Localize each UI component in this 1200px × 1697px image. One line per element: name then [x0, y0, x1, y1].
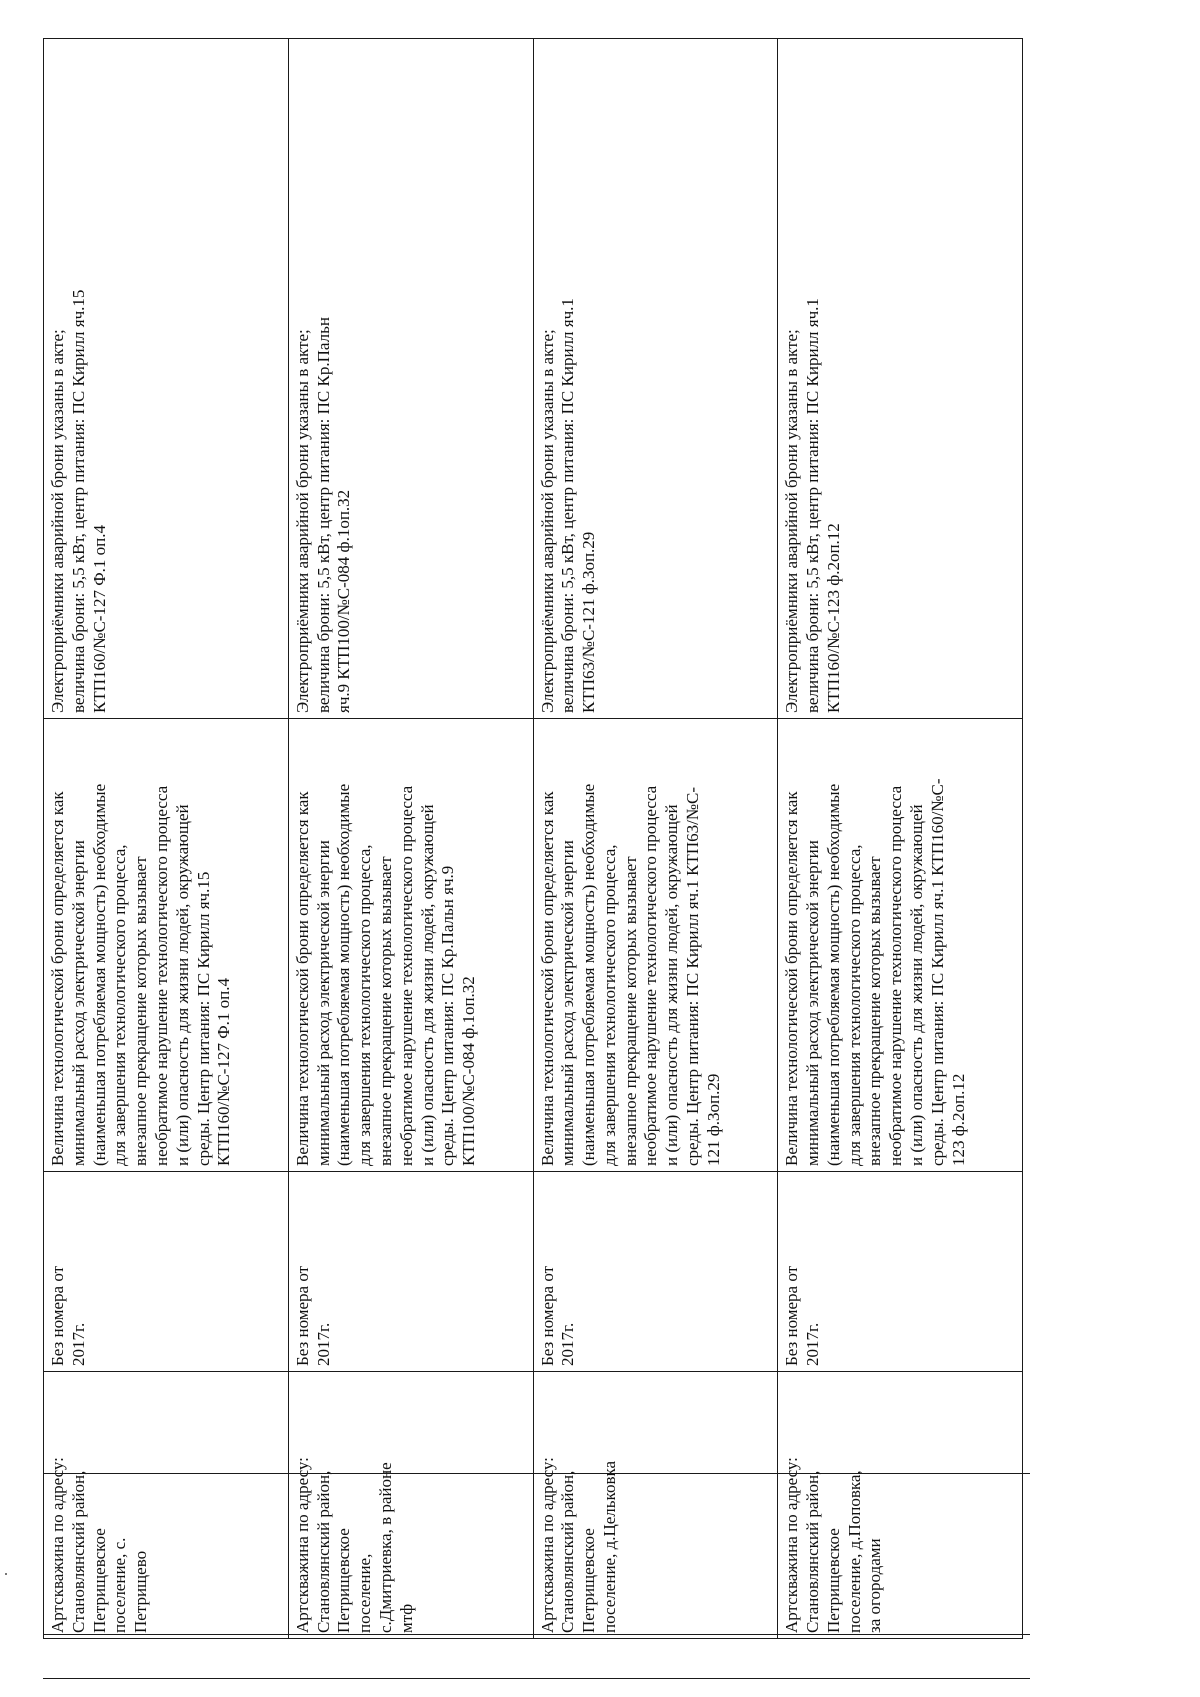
- emergency-reserve-cell-line: Электроприёмники аварийной брони указаны в акте;: [537, 329, 557, 713]
- tech-reserve-cell-line: 121 ф.3оп.29: [703, 1073, 723, 1166]
- address-cell-line: Артскважина по адресу:: [292, 1457, 312, 1633]
- emergency-reserve-cell-line: яч.9 КТП100/№С-084 ф.1оп.32: [334, 489, 354, 713]
- document-cell: [44, 1172, 289, 1372]
- document-cell-line: 2017г.: [558, 1322, 578, 1366]
- table-row: [533, 39, 778, 1639]
- address-cell-line: Становлянский район,: [313, 1470, 333, 1633]
- tech-reserve-cell-line: минимальный расход электрической энергии: [558, 840, 578, 1166]
- document-cell-line: Без номера от: [537, 1265, 557, 1366]
- address-cell-line: поселение, д.Поповка,: [844, 1470, 864, 1633]
- tech-reserve-cell-line: для завершения технологического процесса,: [355, 844, 375, 1166]
- tech-reserve-cell-line: среды. Центр питания: ПС Кирилл яч.15: [193, 871, 213, 1166]
- table-row: [288, 39, 533, 1639]
- tech-reserve-cell-line: (наименьшая потребляемая мощность) необходимые: [334, 783, 354, 1166]
- tech-reserve-cell: [288, 719, 533, 1172]
- emergency-reserve-cell: [778, 39, 1023, 719]
- address-cell-line: поселение, д.Цельковка: [599, 1460, 619, 1633]
- emergency-reserve-cell-line: величина брони: 5,5 кВт, центр питания: ПС Кирилл яч.1: [558, 298, 578, 713]
- emergency-reserve-cell-line: КТП63/№С-121 ф.3оп.29: [579, 531, 599, 713]
- tech-reserve-cell-line: Величина технологической брони определяется как: [292, 791, 312, 1166]
- tech-reserve-cell-line: Величина технологической брони определяется как: [782, 791, 802, 1166]
- address-cell-line: за огородами: [865, 1538, 885, 1633]
- address-cell-line: Становлянский район,: [558, 1470, 578, 1633]
- emergency-reserve-cell-line: величина брони: 5,5 кВт, центр питания: ПС Кирилл яч.15: [68, 289, 88, 713]
- document-cell-line: 2017г.: [803, 1322, 823, 1366]
- tech-reserve-cell-line: минимальный расход электрической энергии: [313, 840, 333, 1166]
- scan-speck: [5, 1573, 7, 1575]
- document-cell-line: 2017г.: [313, 1322, 333, 1366]
- address-cell-line: Становлянский район,: [803, 1470, 823, 1633]
- tech-reserve-cell-line: необратимое нарушение технологического процесса: [151, 785, 171, 1166]
- address-cell-line: Артскважина по адресу:: [782, 1457, 802, 1633]
- tech-reserve-cell-line: и (или) опасность для жизни людей, окружающей: [662, 804, 682, 1166]
- address-cell-line: поселение,: [355, 1553, 375, 1633]
- tech-reserve-cell-line: для завершения технологического процесса,: [844, 844, 864, 1166]
- tech-reserve-cell-line: Величина технологической брони определяется как: [48, 791, 67, 1166]
- tech-reserve-cell-line: и (или) опасность для жизни людей, окружающей: [417, 804, 437, 1166]
- tech-reserve-cell-line: (наименьшая потребляемая мощность) необходимые: [89, 783, 109, 1166]
- address-cell-line: Петрищево: [131, 1550, 151, 1633]
- address-cell: [288, 1372, 533, 1639]
- reserve-table-body: [44, 39, 1023, 1639]
- address-cell-line: Петрищевское: [334, 1528, 354, 1633]
- signature-line-3: [43, 1678, 1030, 1679]
- emergency-reserve-cell: [288, 39, 533, 719]
- tech-reserve-cell-line: среды. Центр питания: ПС Кр.Пальн яч.9: [438, 865, 458, 1166]
- document-cell-line: 2017г.: [68, 1322, 88, 1366]
- tech-reserve-cell-line: внезапное прекращение которых вызывает: [865, 856, 885, 1166]
- tech-reserve-cell-line: необратимое нарушение технологического процесса: [886, 785, 906, 1166]
- address-cell: [778, 1372, 1023, 1639]
- tech-reserve-cell-line: минимальный расход электрической энергии: [68, 840, 88, 1166]
- address-cell-line: Артскважина по адресу:: [537, 1457, 557, 1633]
- address-cell-line: Петрищевское: [89, 1528, 109, 1633]
- tech-reserve-cell-line: (наименьшая потребляемая мощность) необходимые: [579, 783, 599, 1166]
- tech-reserve-cell: [778, 719, 1023, 1172]
- tech-reserve-cell: [533, 719, 778, 1172]
- document-cell: [533, 1172, 778, 1372]
- rotated-table-container: [43, 39, 1023, 1639]
- document-cell-line: Без номера от: [292, 1265, 312, 1366]
- signature-line-2: [43, 1634, 1030, 1635]
- signature-line-1: [43, 1473, 1030, 1474]
- tech-reserve-cell-line: и (или) опасность для жизни людей, окружающей: [907, 804, 927, 1166]
- table-row: [44, 39, 289, 1639]
- address-cell: [44, 1372, 289, 1639]
- tech-reserve-cell-line: КТП100/№С-084 ф.1оп.32: [459, 976, 479, 1166]
- reserve-table: [43, 38, 1023, 1639]
- tech-reserve-cell-line: необратимое нарушение технологического процесса: [396, 785, 416, 1166]
- tech-reserve-cell-line: для завершения технологического процесса,: [110, 844, 130, 1166]
- tech-reserve-cell-line: для завершения технологического процесса,: [599, 844, 619, 1166]
- document-cell-line: Без номера от: [782, 1265, 802, 1366]
- tech-reserve-cell-line: среды. Центр питания: ПС Кирилл яч.1 КТП63/№С-: [683, 786, 703, 1166]
- emergency-reserve-cell-line: КТП160/№С-123 ф.2оп.12: [823, 523, 843, 713]
- tech-reserve-cell-line: среды. Центр питания: ПС Кирилл яч.1 КТП160/№С-: [927, 778, 947, 1166]
- emergency-reserve-cell-line: Электроприёмники аварийной брони указаны в акте;: [48, 329, 67, 713]
- tech-reserve-cell-line: минимальный расход электрической энергии: [803, 840, 823, 1166]
- emergency-reserve-cell-line: Электроприёмники аварийной брони указаны в акте;: [782, 329, 802, 713]
- document-cell-line: Без номера от: [48, 1265, 67, 1366]
- tech-reserve-cell: [44, 719, 289, 1172]
- tech-reserve-cell-line: (наименьшая потребляемая мощность) необходимые: [823, 783, 843, 1166]
- address-cell-line: Петрищевское: [579, 1528, 599, 1633]
- address-cell-line: поселение, с.: [110, 1537, 130, 1633]
- document-cell: [288, 1172, 533, 1372]
- document-cell: [778, 1172, 1023, 1372]
- tech-reserve-cell-line: внезапное прекращение которых вызывает: [620, 856, 640, 1166]
- emergency-reserve-cell-line: величина брони: 5,5 кВт, центр питания: ПС Кирилл яч.1: [803, 298, 823, 713]
- address-cell-line: Становлянский район,: [68, 1470, 88, 1633]
- tech-reserve-cell-line: 123 ф.2оп.12: [948, 1073, 968, 1166]
- tech-reserve-cell-line: внезапное прекращение которых вызывает: [131, 856, 151, 1166]
- address-cell-line: Петрищевское: [823, 1528, 843, 1633]
- emergency-reserve-cell-line: Электроприёмники аварийной брони указаны в акте;: [292, 329, 312, 713]
- address-cell-line: с.Дмитриевка, в районе: [375, 1462, 395, 1633]
- emergency-reserve-cell: [533, 39, 778, 719]
- tech-reserve-cell-line: необратимое нарушение технологического процесса: [641, 785, 661, 1166]
- tech-reserve-cell-line: внезапное прекращение которых вызывает: [375, 856, 395, 1166]
- emergency-reserve-cell-line: величина брони: 5,5 кВт, центр питания: ПС Кр.Пальн: [313, 317, 333, 713]
- address-cell-line: Артскважина по адресу:: [48, 1457, 67, 1633]
- address-cell: [533, 1372, 778, 1639]
- emergency-reserve-cell-line: КТП160/№С-127 Ф.1 оп.4: [89, 525, 109, 713]
- tech-reserve-cell-line: КТП160/№С-127 Ф.1 оп.4: [214, 978, 234, 1166]
- emergency-reserve-cell: [44, 39, 289, 719]
- table-row: [778, 39, 1023, 1639]
- tech-reserve-cell-line: и (или) опасность для жизни людей, окружающей: [172, 804, 192, 1166]
- address-cell-line: мтф: [396, 1603, 416, 1633]
- tech-reserve-cell-line: Величина технологической брони определяется как: [537, 791, 557, 1166]
